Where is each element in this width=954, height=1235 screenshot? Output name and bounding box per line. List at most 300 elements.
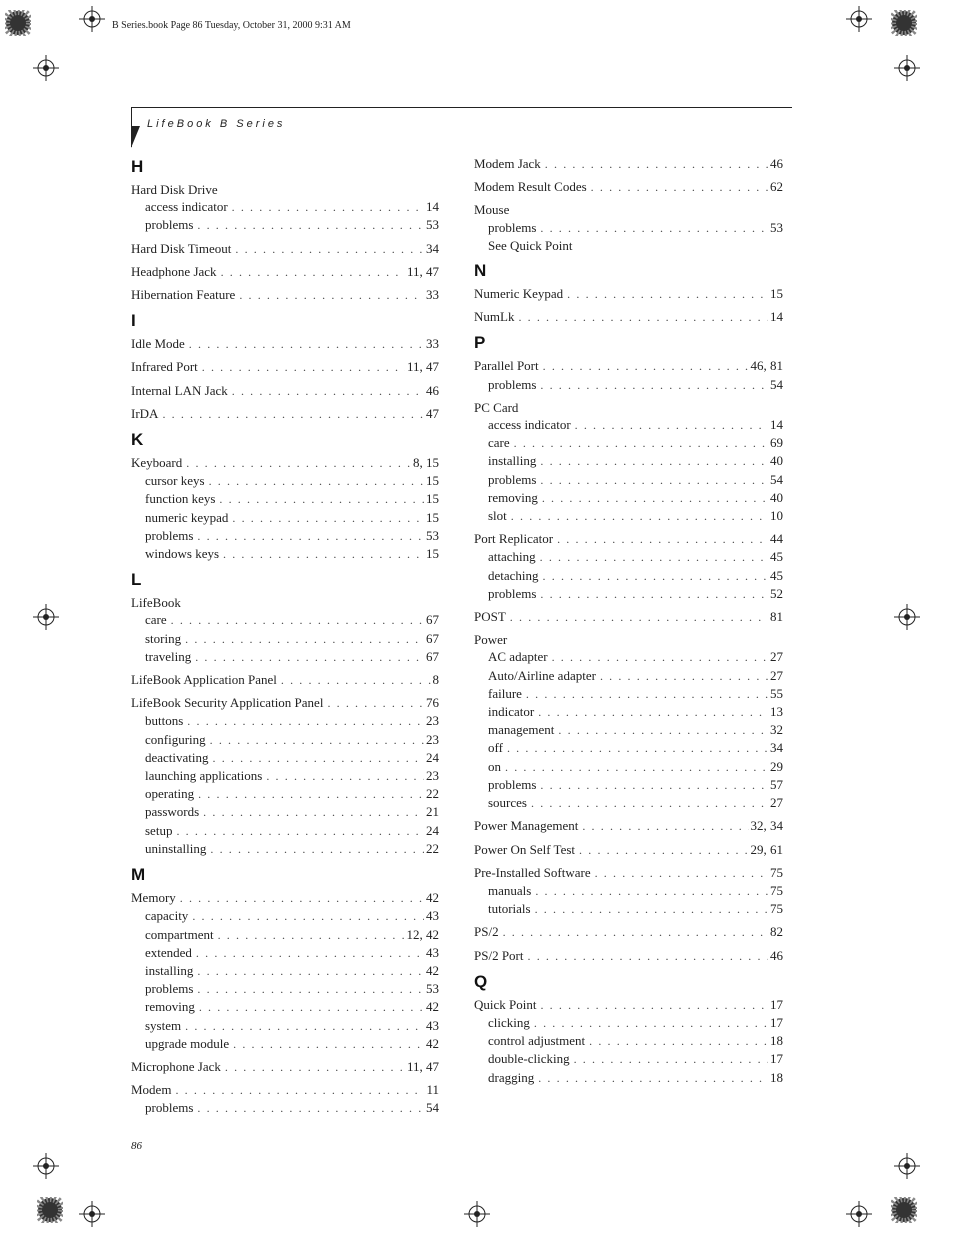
index-column-right [474,155,783,1092]
dot-leader [595,865,768,882]
index-entry [131,181,439,235]
dot-leader [197,963,424,980]
dot-leader [510,609,768,626]
index-term: Power [474,632,508,648]
page-reference: 44 [770,531,783,547]
index-term: LifeBook [131,595,181,611]
index-term: on [488,758,501,774]
index-subentry [474,721,783,739]
page-reference: 24 [426,822,439,838]
index-entry [131,594,439,666]
page-reference: 40 [770,453,783,469]
index-row [474,817,783,835]
page-reference: 32 [770,722,783,738]
page-reference: 27 [770,649,783,665]
page-number: 86 [131,1140,142,1152]
index-subentry [474,1032,783,1050]
index-subentry [131,749,439,767]
index-term: Modem Jack [474,156,541,171]
section-letter: Q [474,971,488,991]
page-reference: 75 [770,864,783,880]
dot-leader [281,672,431,689]
dot-leader [232,510,424,527]
page-reference: 13 [770,704,783,720]
index-entry [474,864,783,919]
registration-target-icon [894,1153,920,1179]
index-term: Idle Mode [131,336,185,352]
index-term: setup [145,822,173,838]
index-entry [131,694,439,858]
index-row [474,608,783,626]
index-term: problems [488,376,537,392]
index-term: Headphone Jack [131,263,217,279]
index-term: Hard Disk Timeout [131,240,232,256]
index-subentry [131,962,439,980]
dot-leader [202,359,405,376]
page-reference: 53 [770,219,783,235]
page-reference: 76 [426,695,439,711]
dot-leader [196,945,424,962]
index-term: AC adapter [488,649,548,665]
index-subentry [474,794,783,812]
index-subentry [131,1035,439,1053]
dot-leader [540,377,768,394]
index-entry [474,608,783,626]
page-reference: 8, 15 [413,455,439,471]
index-term: control adjustment [488,1033,586,1049]
index-row [474,399,783,416]
dot-leader [225,1059,405,1076]
index-entry [474,841,783,859]
index-subentry [474,489,783,507]
index-entry [131,1081,439,1117]
index-entry [131,335,439,353]
index-term: Mouse [474,202,510,218]
page-reference: 42 [426,962,439,978]
index-subentry [474,548,783,566]
index-entry [474,201,783,254]
index-term: PS/2 [474,924,499,940]
dot-leader [531,795,768,812]
index-subentry [131,630,439,648]
index-subentry [474,219,783,237]
page-reference: 23 [426,731,439,747]
registration-target-icon [79,6,105,32]
page-reference: 11 [426,1082,439,1098]
index-term: problems [145,981,194,997]
dot-leader [540,549,768,566]
index-term: problems [488,776,537,792]
index-subentry [474,416,783,434]
dot-leader [558,722,768,739]
index-row [474,530,783,548]
index-row [131,889,439,907]
index-subentry [474,1014,783,1032]
index-term: problems [488,471,537,487]
dot-leader [221,264,405,281]
index-subentry [131,545,439,563]
index-subentry [474,758,783,776]
index-subentry [131,998,439,1016]
index-subentry [131,907,439,925]
index-subentry [474,1069,783,1087]
page-reference: 82 [770,924,783,940]
index-term: Infrared Port [131,359,198,375]
page-reference: 27 [770,795,783,811]
index-entry [474,947,783,965]
index-entry [474,817,783,835]
index-row [474,947,783,965]
index-row [131,594,439,611]
starburst-icon [891,10,917,36]
dot-leader [197,528,424,545]
index-term: uninstalling [145,840,207,856]
dot-leader [235,241,424,258]
page-reference: 33 [426,287,439,303]
page-reference: 15 [770,286,783,302]
registration-target-icon [33,55,59,81]
dot-leader [535,883,768,900]
index-entry [474,178,783,196]
page-reference: 43 [426,908,439,924]
section-letter: P [474,333,486,353]
page-reference: 11, 47 [406,263,439,279]
index-row [131,286,439,304]
registration-target-icon [846,6,872,32]
index-term: deactivating [145,749,209,765]
index-subentry [131,509,439,527]
page-reference: 24 [426,749,439,765]
index-entry [131,1058,439,1076]
index-row [131,671,439,689]
dot-leader [213,750,424,767]
page-reference: 53 [426,981,439,997]
index-term: PC Card [474,399,519,415]
index-subentry [474,471,783,489]
dot-leader [209,473,424,490]
dot-leader [239,287,424,304]
page-reference: 10 [770,508,783,524]
page-reference: 17 [770,996,783,1012]
dot-leader [199,999,424,1016]
index-term: problems [145,1100,194,1116]
index-term: problems [488,585,537,601]
page-reference: 45 [770,567,783,583]
index-subentry [474,507,783,525]
index-term: Port Replicator [474,531,554,547]
index-subentry [474,452,783,470]
index-entry [131,382,439,400]
index-term: access indicator [145,199,228,215]
index-entry [131,889,439,1053]
page-reference: 53 [426,527,439,543]
dot-leader [591,179,768,196]
index-subentry [474,237,783,254]
index-subentry [131,767,439,785]
index-term: Numeric Keypad [474,286,564,302]
index-subentry [131,527,439,545]
index-term: system [145,1017,182,1033]
index-subentry [131,490,439,508]
page-reference: 15 [426,509,439,525]
index-term: management [488,722,555,738]
starburst-icon [5,10,31,36]
index-term: LifeBook Application Panel [131,672,277,688]
index-subentry [131,611,439,629]
page-reference: 12, 42 [406,926,439,942]
index-term: Hard Disk Drive [131,182,218,197]
dot-leader [197,217,424,234]
index-term: operating [145,786,195,802]
dot-leader [575,417,768,434]
dot-leader [233,1036,424,1053]
index-term: off [488,740,503,756]
dot-leader [219,491,424,508]
page-reference: 42 [426,1035,439,1051]
dot-leader [514,435,768,452]
page-reference: 33 [426,336,439,352]
index-term: care [145,612,167,628]
index-term: Hibernation Feature [131,287,236,303]
index-entry [474,923,783,941]
index-subentry [474,703,783,721]
page-reference: 11, 47 [406,359,439,375]
dot-leader [540,472,768,489]
dot-leader [210,732,424,749]
starburst-icon [891,1197,917,1223]
index-term: double-clicking [488,1051,570,1067]
header-rule [131,107,792,108]
index-entry [131,358,439,376]
index-column-left [131,155,439,1123]
index-entry [131,671,439,689]
header-wedge [131,126,140,148]
dot-leader [528,948,769,965]
index-term: care [488,435,510,451]
starburst-icon [37,1197,63,1223]
index-term: function keys [145,491,216,507]
dot-leader [545,156,768,173]
index-subentry [131,926,439,944]
dot-leader [187,713,424,730]
index-term: configuring [145,731,206,747]
page-reference: 75 [770,882,783,898]
index-row [474,285,783,303]
dot-leader [540,586,768,603]
index-term: capacity [145,908,189,924]
dot-leader [203,804,424,821]
page-reference: 75 [770,901,783,917]
section-letter: N [474,261,487,281]
page-reference: 67 [426,630,439,646]
index-term: clicking [488,1014,530,1030]
index-subentry [474,376,783,394]
index-entry [131,405,439,423]
index-subentry [474,567,783,585]
index-term: manuals [488,882,532,898]
page-reference: 32, 34 [750,818,783,834]
registration-target-icon [33,604,59,630]
page-reference: 54 [770,376,783,392]
page-reference: 15 [426,473,439,489]
dot-leader [505,759,768,776]
page-reference: 34 [426,240,439,256]
index-term: windows keys [145,546,220,562]
dot-leader [538,1070,768,1087]
section-letter: M [131,865,146,885]
page-reference: 55 [770,685,783,701]
index-term: removing [488,489,538,505]
index-subentry [474,900,783,918]
index-entry [474,357,783,393]
index-row [474,923,783,941]
page-reference: 11, 47 [406,1058,439,1074]
index-term: problems [145,217,194,233]
dot-leader [574,1051,768,1068]
index-entry [474,155,783,173]
index-row [474,357,783,375]
dot-leader [557,531,768,548]
dot-leader [507,740,768,757]
index-term: LifeBook Security Application Panel [131,695,324,711]
index-subentry [131,980,439,998]
index-term: Internal LAN Jack [131,382,228,398]
section-letter: I [131,311,136,331]
index-term: Modem [131,1082,172,1098]
page-reference: 14 [426,199,439,215]
index-subentry [131,785,439,803]
index-entry [131,454,439,563]
dot-leader [543,358,749,375]
index-row [131,454,439,472]
dot-leader [589,1033,768,1050]
dot-leader [600,668,768,685]
page-reference: 27 [770,667,783,683]
page-reference: 52 [770,585,783,601]
index-term: buttons [145,713,184,729]
index-term: problems [145,527,194,543]
index-row [131,1058,439,1076]
dot-leader [540,997,768,1014]
dot-leader [543,568,768,585]
index-term: Auto/Airline adapter [488,667,596,683]
index-subentry [474,739,783,757]
dot-leader [266,768,424,785]
index-row [131,335,439,353]
section-letter: L [131,570,142,590]
index-row [131,405,439,423]
index-term: Quick Point [474,996,537,1012]
dot-leader [198,786,424,803]
index-term: problems [488,219,537,235]
index-term: detaching [488,567,539,583]
registration-target-icon [894,604,920,630]
page-reference: 29, 61 [750,841,783,857]
index-term: storing [145,630,182,646]
index-term: POST [474,609,506,625]
page-reference: 8 [432,672,439,688]
index-entry [474,285,783,303]
page-reference: 54 [426,1100,439,1116]
index-term: compartment [145,926,214,942]
registration-target-icon [894,55,920,81]
page-reference: 40 [770,489,783,505]
index-term: dragging [488,1069,535,1085]
page-reference: 81 [770,609,783,625]
page-reference: 46, 81 [750,358,783,374]
dot-leader [197,981,424,998]
printer-slug: B Series.book Page 86 Tuesday, October 31, 2000 9:31 AM [112,20,351,31]
page-reference: 42 [426,890,439,906]
index-term: Microphone Jack [131,1058,221,1074]
dot-leader [540,777,768,794]
index-entry [131,286,439,304]
registration-target-icon [846,1201,872,1227]
dot-leader [503,924,768,941]
dot-leader [195,649,424,666]
index-term: Memory [131,890,176,906]
dot-leader [180,890,424,907]
page-reference: 14 [770,417,783,433]
index-term: Power On Self Test [474,841,576,857]
dot-leader [186,455,411,472]
dot-leader [176,823,424,840]
dot-leader [192,908,424,925]
dot-leader [185,1018,424,1035]
page-reference: 42 [426,999,439,1015]
index-row [474,308,783,326]
page-reference: 43 [426,944,439,960]
index-row [131,382,439,400]
page-reference: 22 [426,840,439,856]
dot-leader [526,686,768,703]
index-subentry [131,944,439,962]
index-entry [474,530,783,603]
page-reference: 53 [426,217,439,233]
dot-leader [567,286,768,303]
index-entry [474,631,783,812]
index-subentry [474,1050,783,1068]
index-entry [131,240,439,258]
page-reference: 62 [770,179,783,195]
dot-leader [189,336,424,353]
dot-leader [542,490,768,507]
page-reference: 21 [426,804,439,820]
page-reference: 34 [770,740,783,756]
index-subentry [131,822,439,840]
index-subentry [131,712,439,730]
page-reference: 46 [770,947,783,963]
dot-leader [171,612,424,629]
page-reference: 45 [770,549,783,565]
running-head: LifeBook B Series [147,118,286,130]
dot-leader [540,220,768,237]
dot-leader [232,199,424,216]
index-subentry [131,1017,439,1035]
index-term: extended [145,944,192,960]
index-subentry [474,776,783,794]
index-term: IrDA [131,405,159,421]
index-row [131,358,439,376]
page-reference: 18 [770,1069,783,1085]
index-subentry [474,667,783,685]
dot-leader [223,546,424,563]
page-reference: 18 [770,1033,783,1049]
index-row [474,178,783,196]
dot-leader [535,901,768,918]
index-subentry [131,472,439,490]
page-reference: 54 [770,471,783,487]
